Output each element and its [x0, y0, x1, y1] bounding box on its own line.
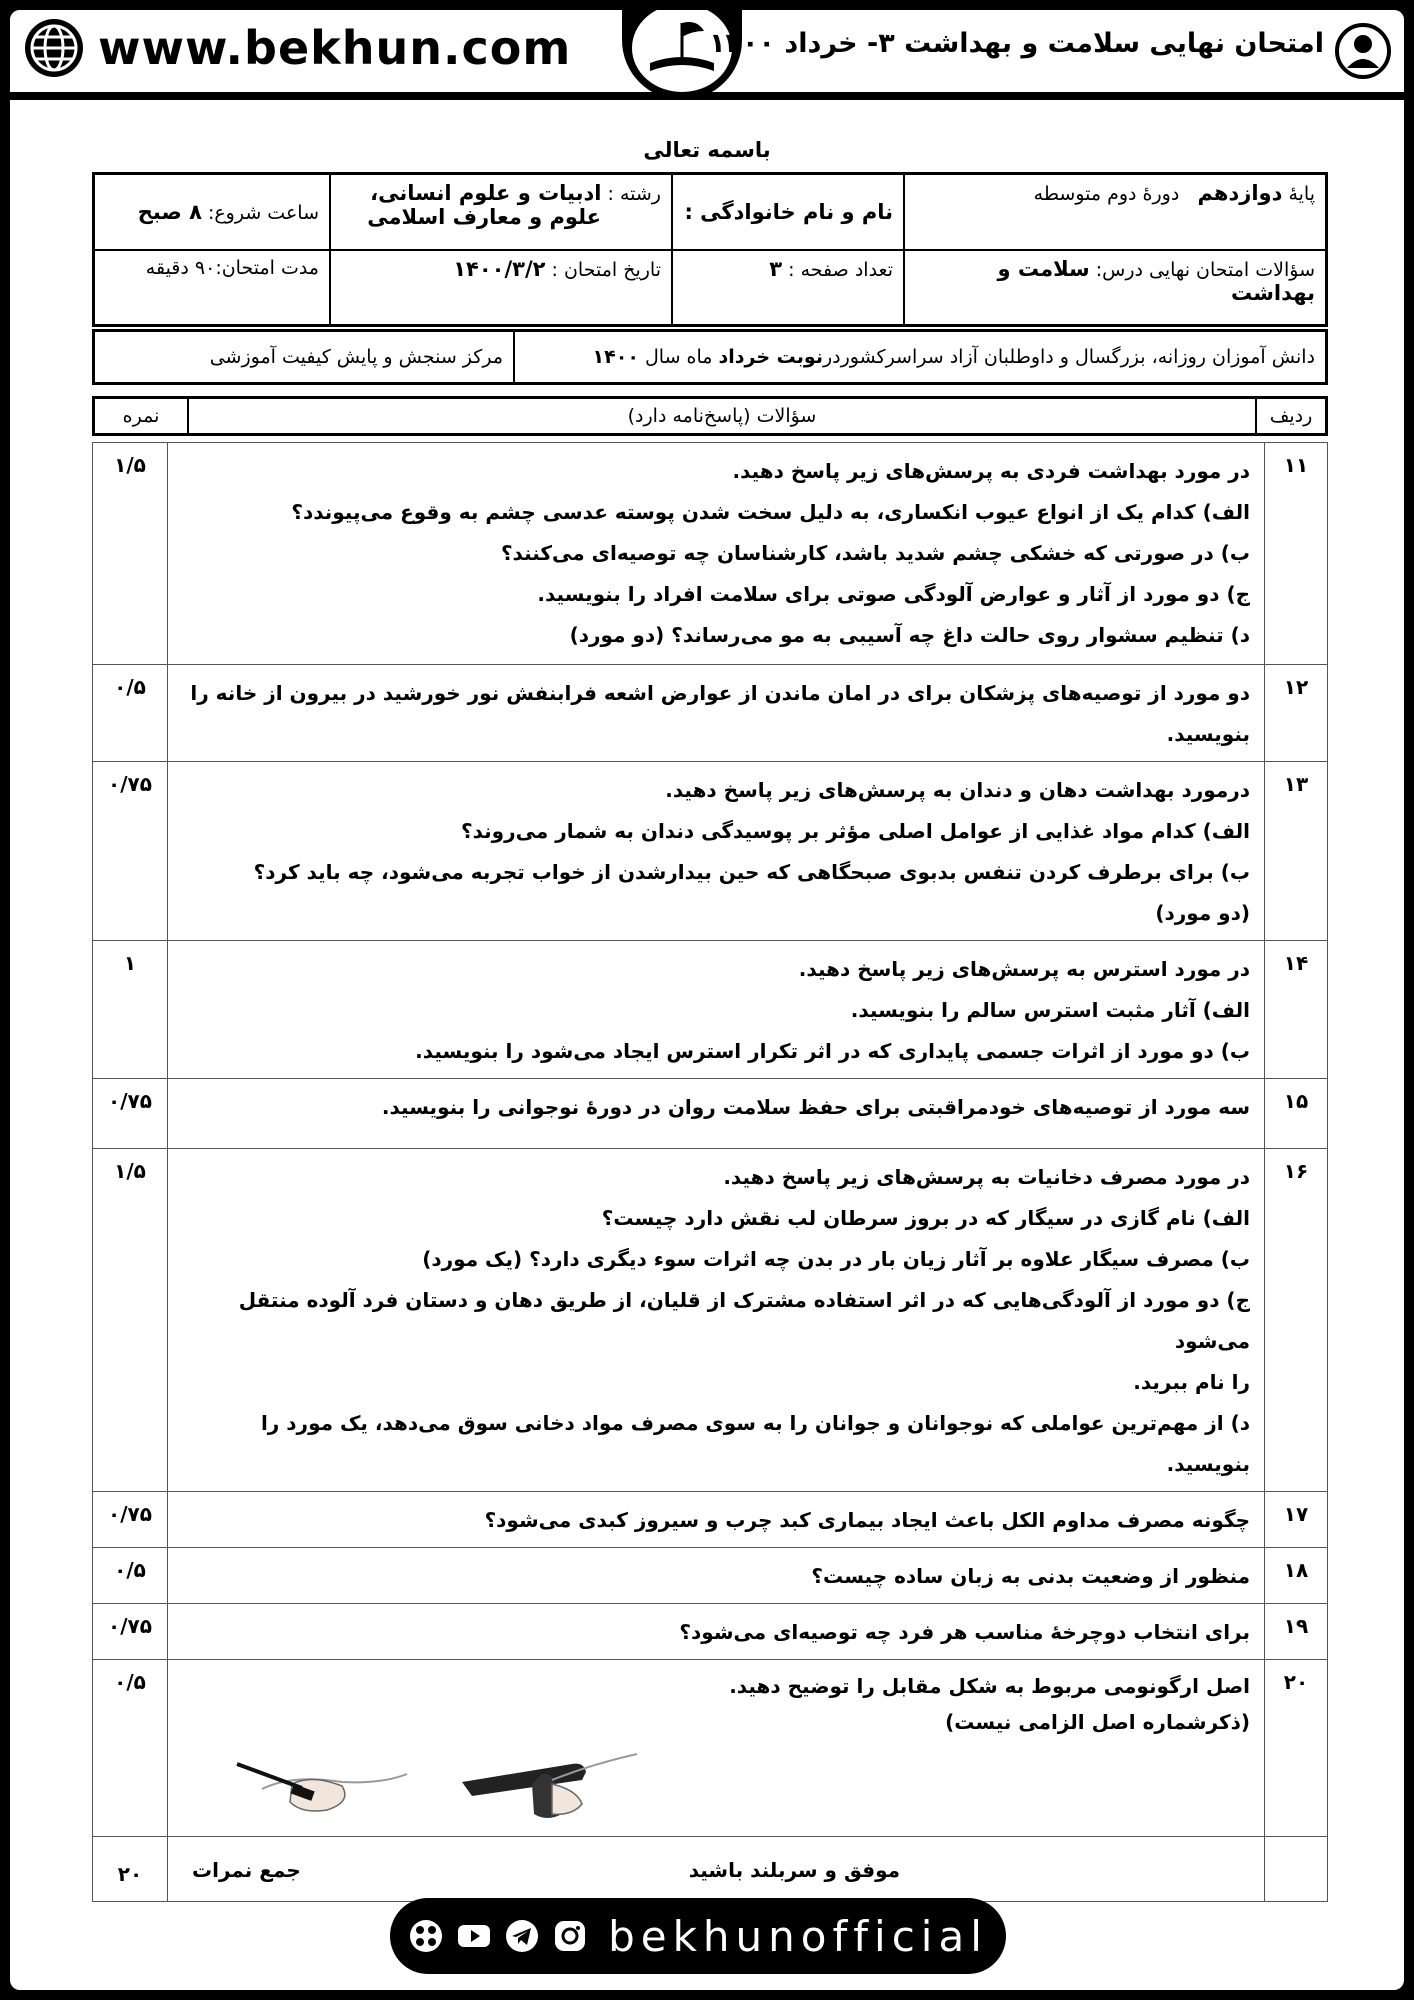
question-score: ۰/۵	[93, 665, 168, 762]
question-number: ۱۸	[1265, 1548, 1328, 1604]
question-row	[93, 762, 1328, 941]
question-score: ۱/۵	[93, 443, 168, 665]
bismillah: باسمه تعالی	[643, 138, 771, 162]
footer-text	[168, 1837, 1265, 1902]
question-number: ۱۳	[1265, 762, 1328, 941]
question-text: برای انتخاب دوچرخهٔ مناسب هر فرد چه توصیه‌ای می‌شود؟	[168, 1604, 1265, 1660]
exam-page	[10, 10, 1404, 1990]
question-number: ۱۱	[1265, 443, 1328, 665]
youtube-icon[interactable]	[456, 1918, 492, 1954]
website-link[interactable]	[24, 18, 571, 78]
user-icon	[1334, 22, 1392, 80]
total-score-label: جمع نمرات	[192, 1857, 301, 1882]
instagram-icon[interactable]	[552, 1918, 588, 1954]
question-row	[93, 1079, 1328, 1149]
question-text: در مورد بهداشت فردی به پرسش‌های زیر پاسخ دهید. الف) کدام یک از انواع عیوب انکساری، به دلیل سخت شدن پوسته عدسی چشم به وقوع می‌پیوندد؟ ب) در صورتی که خشکی چشم شدید باشد، کارشناسان چه توصیه‌ای می‌کنند؟ ج) دو مورد از آثار و عوارض آلودگی صوتی برای سلامت افراد را بنویسید. د) تنظیم سشوار روی حالت داغ چه آسیبی به مو می‌رساند؟ (دو مورد)	[168, 443, 1265, 665]
footer-row	[93, 1837, 1328, 1902]
duration-cell: مدت امتحان:۹۰ دقیقه	[94, 250, 331, 326]
student-name-cell[interactable]: نام و نام خانوادگی :	[672, 174, 904, 250]
question-text: سه مورد از توصیه‌های خودمراقبتی برای حفظ سلامت روان در دورهٔ نوجوانی را بنویسید.	[168, 1079, 1265, 1149]
total-score: ۲۰	[93, 1837, 168, 1902]
exam-title: امتحان نهایی سلامت و بهداشت ۳- خرداد ۱۴۰۰	[709, 28, 1324, 59]
question-score: ۱	[93, 941, 168, 1079]
site-url[interactable]: www.bekhun.com	[98, 21, 572, 75]
social-handle[interactable]: bekhunofficial	[608, 1911, 988, 1961]
question-text: در مورد مصرف دخانیات به پرسش‌های زیر پاسخ دهید. الف) نام گازی در سیگار که در بروز سرطان لب نقش دارد چیست؟ ب) مصرف سیگار علاوه بر آثار زیان بار در بدن چه اثرات سوء دیگری دارد؟ (یک مورد) ج) دو مورد از آلودگی‌هایی که در اثر استفاده مشترک از قلیان، از طریق دهان و دستان فرد آلوده منتقل می‌شود را نام ببرید. د) از مهم‌ترین عواملی که نوجوانان و جوانان را به سوی مصرف مواد دخانی سوق می‌دهد، یک مورد را بنویسید.	[168, 1149, 1265, 1492]
question-number: ۱۲	[1265, 665, 1328, 762]
question-number: ۱۵	[1265, 1079, 1328, 1149]
top-banner	[10, 10, 1404, 100]
question-score: ۰/۵	[93, 1548, 168, 1604]
grade-cell: پایهٔ دوازدهم دورهٔ دوم متوسطه	[904, 174, 1327, 250]
question-number: ۱۷	[1265, 1492, 1328, 1548]
good-luck-text: موفق و سربلند باشید	[688, 1857, 900, 1882]
question-number: ۱۴	[1265, 941, 1328, 1079]
tool-handle-hand-image	[452, 1744, 642, 1824]
question-row	[93, 1492, 1328, 1548]
question-score: ۱/۵	[93, 1149, 168, 1492]
question-score: ۰/۷۵	[93, 1079, 168, 1149]
start-time-cell: ساعت شروع: ۸ صبح	[94, 174, 331, 250]
question-row	[93, 1149, 1328, 1492]
question-row	[93, 665, 1328, 762]
questions-header	[92, 396, 1328, 436]
screwdriver-hand-image	[232, 1744, 412, 1824]
question-text: درمورد بهداشت دهان و دندان به پرسش‌های زیر پاسخ دهید. الف) کدام مواد غذایی از عوامل اصلی مؤثر بر پوسیدگی دندان به شمار می‌روند؟ ب) برای برطرف کردن تنفس بدبوی صبحگاهی که حین بیدارشدن از خواب تجربه می‌شود، چه باید کرد؟ (دو مورد)	[168, 762, 1265, 941]
question-score: ۰/۵	[93, 1660, 168, 1837]
social-bar[interactable]	[390, 1898, 1006, 1974]
question-number: ۱۶	[1265, 1149, 1328, 1492]
exam-info-footer	[92, 329, 1328, 385]
question-score: ۰/۷۵	[93, 1492, 168, 1548]
question-row	[93, 1660, 1328, 1837]
footer-empty-cell	[1265, 1837, 1328, 1902]
students-cell: دانش آموزان روزانه، بزرگسال و داوطلبان آزاد سراسرکشوردرنوبت خرداد ماه سال ۱۴۰۰	[514, 331, 1327, 384]
question-row	[93, 1548, 1328, 1604]
question-row	[93, 443, 1328, 665]
header-questions: سؤالات (پاسخ‌نامه دارد)	[188, 398, 1256, 435]
question-row	[93, 941, 1328, 1079]
header-score: نمره	[94, 398, 189, 435]
questions-table	[92, 442, 1328, 1902]
header-row-number: ردیف	[1256, 398, 1327, 435]
assessment-center: مرکز سنجش و پایش کیفیت آموزشی	[94, 331, 515, 384]
question-score: ۰/۷۵	[93, 1604, 168, 1660]
question-row	[93, 1604, 1328, 1660]
field-cell: رشته : ادبیات و علوم انسانی، علوم و معارف اسلامی	[330, 174, 672, 250]
page-count-cell: تعداد صفحه : ۳	[672, 250, 904, 326]
subject-cell: سؤالات امتحان نهایی درس: سلامت و بهداشت	[904, 250, 1327, 326]
question-text: دو مورد از توصیه‌های پزشکان برای در امان ماندن از عوارض اشعه فرابنفش نور خورشید در بیرون از خانه را بنویسید.	[168, 665, 1265, 762]
exam-info-table	[92, 172, 1328, 327]
telegram-icon[interactable]	[504, 1918, 540, 1954]
aparat-icon[interactable]	[408, 1918, 444, 1954]
question-number: ۲۰	[1265, 1660, 1328, 1837]
globe-icon	[24, 18, 84, 78]
question-score: ۰/۷۵	[93, 762, 168, 941]
exam-date-cell: تاریخ امتحان : ۱۴۰۰/۳/۲	[330, 250, 672, 326]
question-number: ۱۹	[1265, 1604, 1328, 1660]
question-text: چگونه مصرف مداوم الکل باعث ایجاد بیماری کبد چرب و سیروز کبدی می‌شود؟	[168, 1492, 1265, 1548]
ergonomic-figure	[232, 1744, 1250, 1824]
question-text: منظور از وضعیت بدنی به زبان ساده چیست؟	[168, 1548, 1265, 1604]
question-text: اصل ارگونومی مربوط به شکل مقابل را توضیح دهید. (ذکرشماره اصل الزامی نیست)	[168, 1660, 1265, 1837]
question-text: در مورد استرس به پرسش‌های زیر پاسخ دهید. الف) آثار مثبت استرس سالم را بنویسید. ب) دو مورد از اثرات جسمی پایداری که در اثر تکرار استرس ایجاد می‌شود را بنویسید.	[168, 941, 1265, 1079]
